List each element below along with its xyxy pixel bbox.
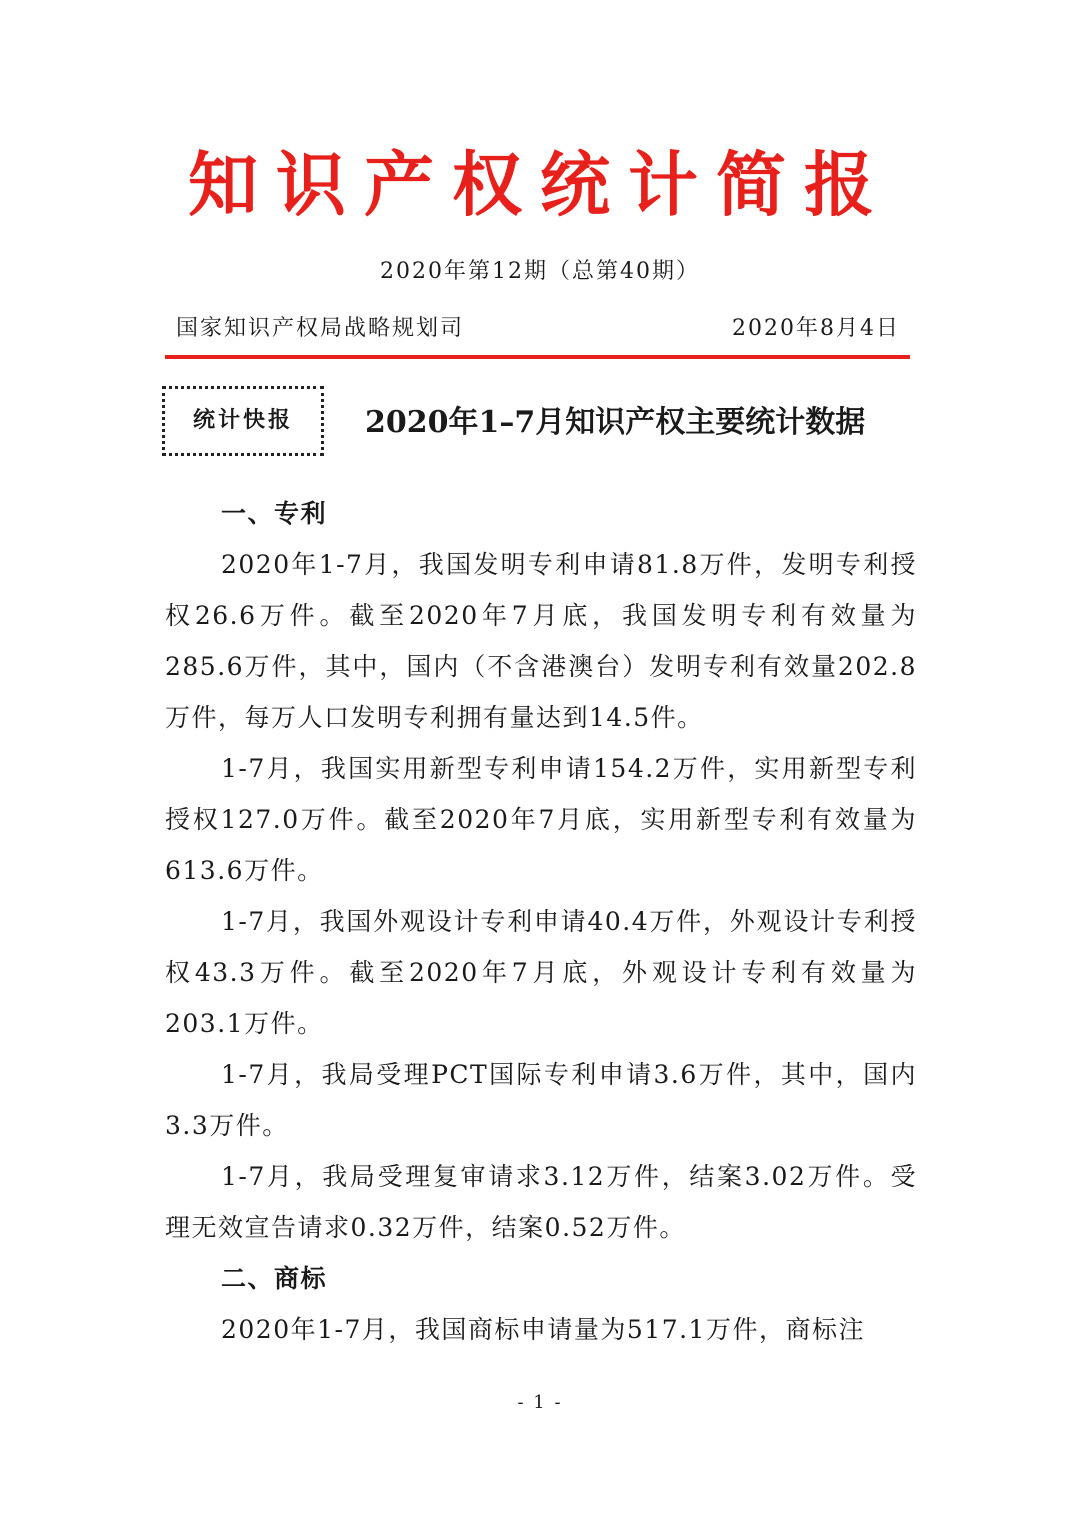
paragraph-design-patents: 1-7月，我国外观设计专利申请40.4万件，外观设计专利授权43.3万件。截至2020年7月底，外观设计专利有效量为203.1万件。 [165, 907, 917, 1038]
publish-date: 2020年8月4日 [732, 316, 900, 341]
document-body [165, 488, 917, 1355]
express-label-box: 统计快报 [162, 386, 324, 456]
section-heading-trademarks: 二、商标 [221, 1264, 328, 1293]
header-info-row [168, 312, 908, 346]
red-divider [165, 355, 910, 359]
paragraph-trademarks: 2020年1-7月，我国商标申请量为517.1万件，商标注 [221, 1315, 865, 1344]
paragraph-utility-models: 1-7月，我国实用新型专利申请154.2万件，实用新型专利授权127.0万件。截至2020年7月底，实用新型专利有效量为613.6万件。 [165, 754, 917, 885]
issue-line: 2020年第12期（总第40期） [380, 259, 700, 284]
masthead-title: 知识产权统计简报 [188, 144, 892, 226]
organization-name: 国家知识产权局战略规划司 [176, 316, 465, 341]
paragraph-reexamination: 1-7月，我局受理复审请求3.12万件，结案3.02万件。受理无效宣告请求0.32万件，结案0.52万件。 [165, 1162, 917, 1242]
paragraph-pct-applications: 1-7月，我局受理PCT国际专利申请3.6万件，其中，国内3.3万件。 [165, 1060, 917, 1140]
page-number: - 1 - [517, 1392, 563, 1413]
section-heading-patents: 一、专利 [221, 499, 328, 528]
paragraph-invention-patents: 2020年1-7月，我国发明专利申请81.8万件，发明专利授权26.6万件。截至2020年7月底，我国发明专利有效量为285.6万件，其中，国内（不含港澳台）发明专利有效量202.8万件，每万人口发明专利拥有量达到14.5件。 [165, 550, 917, 732]
document-title: 2020年1–7月知识产权主要统计数据 [365, 405, 866, 440]
